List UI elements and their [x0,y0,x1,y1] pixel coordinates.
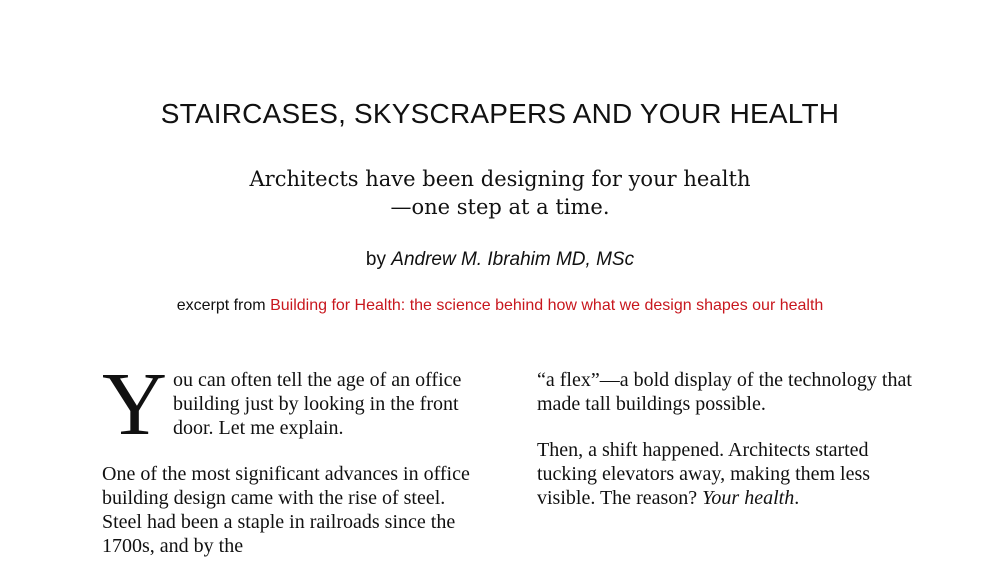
body-paragraph-2: One of the most significant advances in office building design came with the rise of steel. Steel had been a staple in railroads since the 1700s, and by the [102,463,470,557]
body-column-right [537,368,922,532]
author-name: Andrew M. Ibrahim MD, MSc [391,249,635,270]
paragraph-4-text: Then, a shift happened. Architects started tucking elevators away, making them less visible. The reason? [537,439,871,509]
paragraph-1-text: ou can often tell the age of an office building just by looking in the front door. Let me explain. [173,369,462,439]
book-title-link[interactable]: Building for Health: the science behind how what we design shapes our health [270,297,824,314]
byline [0,249,1000,271]
body-paragraph-4 [537,438,922,510]
excerpt-note [0,297,1000,315]
article-subtitle [0,165,1000,221]
body-column-left [102,355,487,580]
paragraph-4-emphasis: Your health [702,487,795,509]
paragraph-4-end: . [794,487,800,509]
body-paragraph-3: “a flex”—a bold display of the technology that made tall buildings possible. [537,369,912,415]
drop-cap: Y [102,355,167,454]
excerpt-prefix: excerpt from [176,297,266,314]
subtitle-line-2: —one step at a time. [390,195,610,219]
subtitle-line-1: Architects have been designing for your health [249,167,751,191]
article-title: STAIRCASES, SKYSCRAPERS AND YOUR HEALTH [160,98,840,129]
body-paragraph-1 [102,355,487,454]
byline-prefix: by [365,249,386,270]
